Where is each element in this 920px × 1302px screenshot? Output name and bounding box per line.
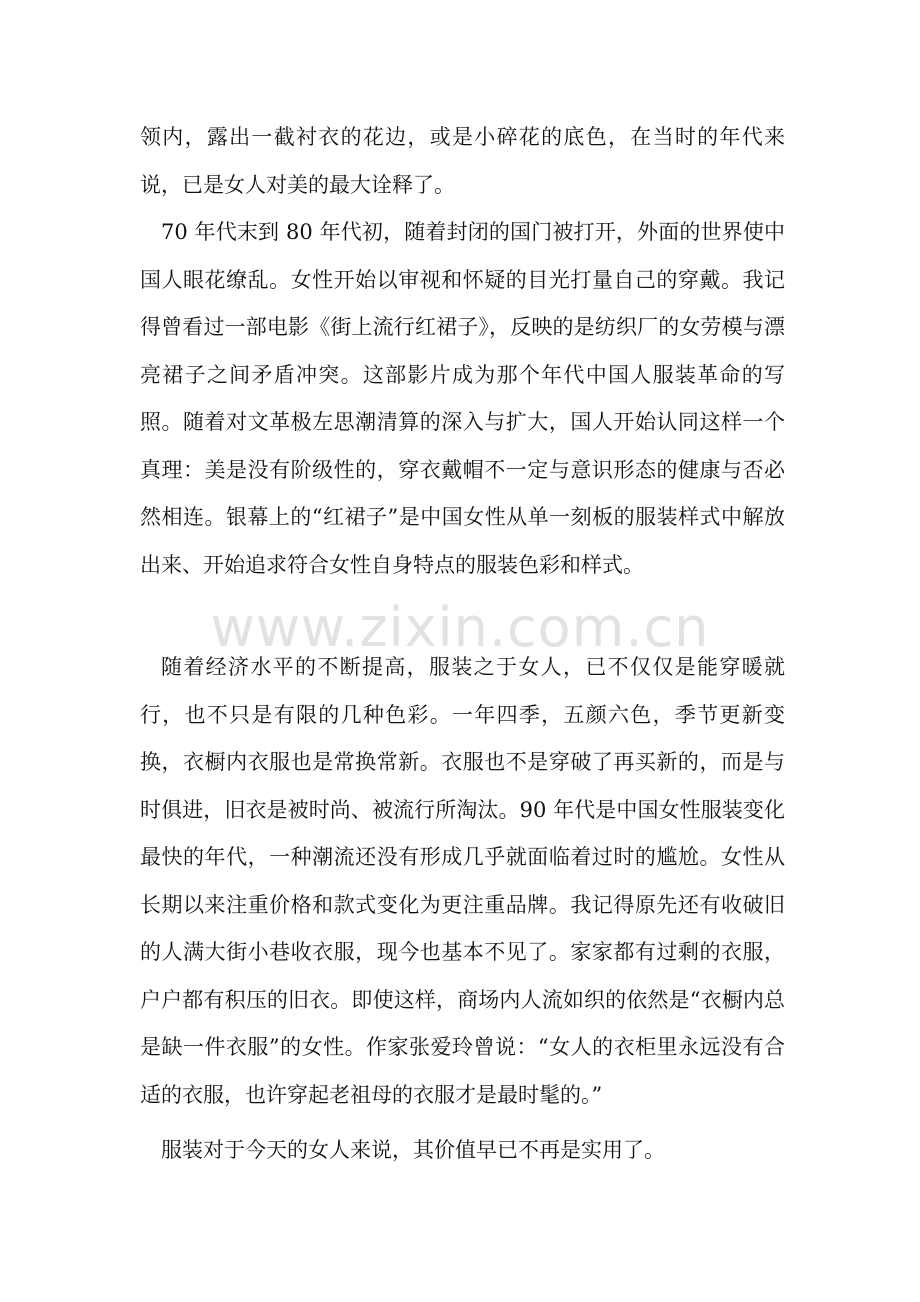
site-watermark: www.zixin.com.cn: [210, 596, 710, 659]
paragraph-red-skirt: 70 年代末到 80 年代初，随着封闭的国门被打开，外面的世界使中国人眼花缭乱。女性开始以审视和怀疑的目光打量自己的穿戴。我记得曾看过一部电影《街上流行红裙子》，反映的是纺织厂的女劳模与漂亮裙子之间矛盾冲突。这部影片成为那个年代中国人服装革命的写照。随着对文革极左思潮清算的深入与扩大，国人开始认同这样一个真理：美是没有阶级性的，穿衣戴帽不一定与意识形态的健康与否必然相连。银幕上的“红裙子”是中国女性从单一刻板的服装样式中解放出来、开始追求符合女性自身特点的服装色彩和样式。: [140, 220, 785, 577]
paragraph-economic-development: 随着经济水平的不断提高，服装之于女人，已不仅仅是能穿暖就行，也不只是有限的几种色彩。一年四季，五颜六色，季节更新变换，衣橱内衣服也是常换常新。衣服也不是穿破了再买新的，而是与时俱进，旧衣是被时尚、被流行所淘汰。90 年代是中国女性服装变化最快的年代，一种潮流还没有形成几乎就面临着过时的尴尬。女性从长期以来注重价格和款式变化为更注重品牌。我记得原先还有收破旧的人满大街小巷收衣服，现今也基本不见了。家家都有过剩的衣服，户户都有积压的旧衣。即使这样，商场内人流如织的依然是“衣橱内总是缺一件衣服”的女性。作家张爱玲曾说：“女人的衣柜里永远没有合适的衣服，也许穿起老祖母的衣服才是最时髦的。”: [140, 655, 785, 1107]
paragraph-continuation: 领内，露出一截衬衣的花边，或是小碎花的底色，在当时的年代来说，已是女人对美的最大诠释了。: [140, 125, 785, 197]
paragraph-conclusion: 服装对于今天的女人来说，其价值早已不再是实用了。: [161, 1138, 665, 1162]
